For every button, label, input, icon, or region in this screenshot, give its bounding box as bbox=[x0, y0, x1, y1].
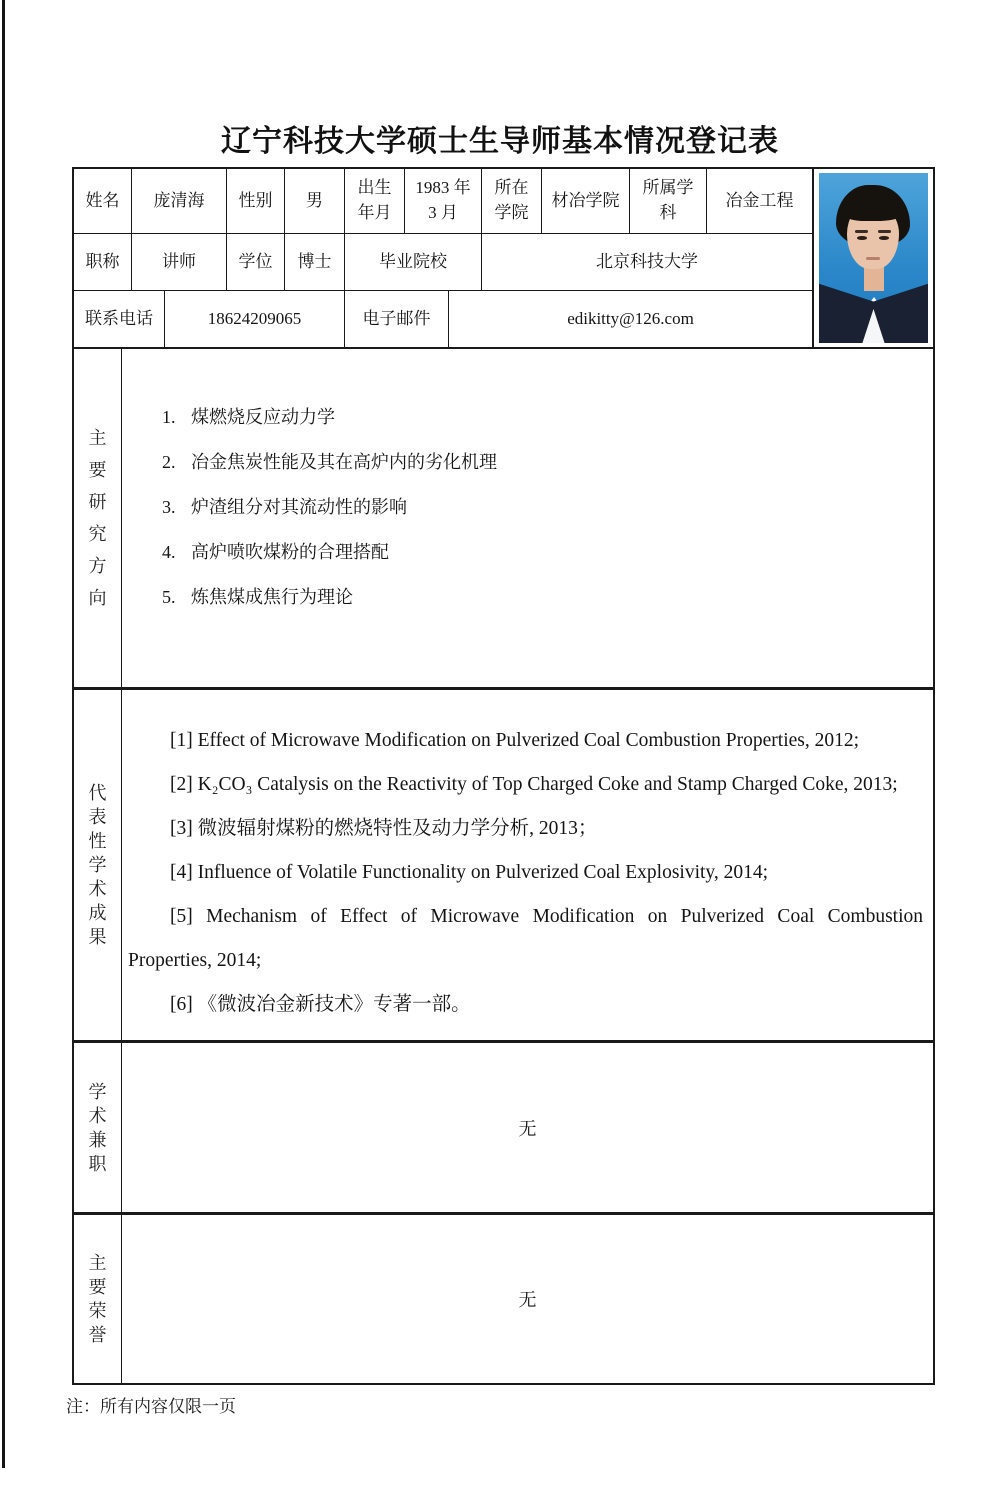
discipline-value: 冶金工程 bbox=[707, 169, 814, 233]
photo-fringe bbox=[845, 201, 901, 221]
academic-positions-content bbox=[122, 1043, 933, 1212]
birth-label: 出生年月 bbox=[345, 169, 405, 233]
list-item: 2. 冶金焦炭性能及其在高炉内的劣化机理 bbox=[162, 452, 497, 472]
list-item: 1. 煤燃烧反应动力学 bbox=[162, 407, 335, 427]
list-item: [6] 《微波冶金新技术》专著一部。 bbox=[170, 994, 471, 1015]
honors-content bbox=[122, 1215, 933, 1383]
gender-label: 性别 bbox=[227, 169, 285, 233]
scan-artifact-line bbox=[2, 0, 5, 1468]
college-label: 所在学院 bbox=[482, 169, 542, 233]
research-directions-header bbox=[74, 349, 122, 687]
college-value: 材冶学院 bbox=[542, 169, 630, 233]
gender-value: 男 bbox=[285, 169, 345, 233]
photo-eye bbox=[879, 236, 889, 240]
degree-label: 学位 bbox=[227, 234, 285, 290]
list-item: 4. 高炉喷吹煤粉的合理搭配 bbox=[162, 542, 389, 562]
rank-value: 讲师 bbox=[132, 234, 227, 290]
degree-value: 博士 bbox=[285, 234, 345, 290]
publications-list bbox=[122, 690, 933, 1027]
honors-label: 主要荣誉 bbox=[88, 1253, 107, 1345]
list-item: 5. 炼焦煤成焦行为理论 bbox=[162, 587, 353, 607]
list-item: 3. 炉渣组分对其流动性的影响 bbox=[162, 497, 407, 517]
email-value: edikitty@126.com bbox=[449, 291, 814, 347]
phone-label: 联系电话 bbox=[74, 291, 165, 347]
list-item: [5] Mechanism of Effect of Microwave Modification on Pulverized Coal Combustion Properties, 2014; bbox=[128, 906, 923, 971]
photo-eye bbox=[857, 236, 867, 240]
list-item: [4] Influence of Volatile Functionality on Pulverized Coal Explosivity, 2014; bbox=[170, 862, 769, 883]
honors-section bbox=[74, 1212, 933, 1383]
photo-cell bbox=[814, 169, 933, 347]
list-item: [1] Effect of Microwave Modification on Pulverized Coal Combustion Properties, 2012; bbox=[170, 730, 860, 751]
research-directions-section bbox=[74, 349, 933, 687]
basic-info-grid bbox=[74, 169, 814, 347]
research-directions-label: 主要研究方向 bbox=[88, 428, 107, 608]
rank-label: 职称 bbox=[74, 234, 132, 290]
graduate-school-value: 北京科技大学 bbox=[482, 234, 814, 290]
photo-mouth bbox=[866, 257, 880, 260]
academic-positions-value: 无 bbox=[518, 1118, 537, 1139]
publications-content bbox=[122, 690, 933, 1040]
honors-value: 无 bbox=[518, 1290, 537, 1310]
photo-eyebrow bbox=[855, 230, 868, 233]
academic-positions-header bbox=[74, 1043, 122, 1212]
academic-positions-section bbox=[74, 1040, 933, 1212]
basic-info-block bbox=[74, 169, 933, 349]
list-item: [2] K₂CO₃ Catalysis on the Reactivity of Top Charged Coke and Stamp Charged Coke, 2013; bbox=[170, 774, 898, 795]
research-list bbox=[122, 349, 933, 608]
graduate-school-label: 毕业院校 bbox=[345, 234, 482, 290]
name-label: 姓名 bbox=[74, 169, 132, 233]
publications-header bbox=[74, 690, 122, 1040]
table-row bbox=[74, 291, 814, 347]
email-label: 电子邮件 bbox=[345, 291, 449, 347]
honors-header bbox=[74, 1215, 122, 1383]
page-title: 辽宁科技大学硕士生导师基本情况登记表 bbox=[221, 125, 779, 158]
discipline-label: 所属学科 bbox=[630, 169, 707, 233]
list-item: [3] 微波辐射煤粉的燃烧特性及动力学分析, 2013； bbox=[170, 818, 598, 839]
academic-positions-label: 学术兼职 bbox=[88, 1081, 107, 1174]
id-photo bbox=[819, 173, 928, 343]
publications-section bbox=[74, 687, 933, 1040]
phone-value: 18624209065 bbox=[165, 291, 345, 347]
photo-eyebrow bbox=[878, 230, 891, 233]
table-row bbox=[74, 234, 814, 291]
publications-label: 代表性学术成果 bbox=[88, 783, 107, 947]
table-row bbox=[74, 169, 814, 234]
name-value: 庞清海 bbox=[132, 169, 227, 233]
registration-form-table bbox=[72, 167, 935, 1385]
birth-value: 1983 年 3 月 bbox=[405, 169, 482, 233]
footer-note: 注：所有内容仅限一页 bbox=[66, 1397, 236, 1416]
research-directions-content bbox=[122, 349, 933, 687]
